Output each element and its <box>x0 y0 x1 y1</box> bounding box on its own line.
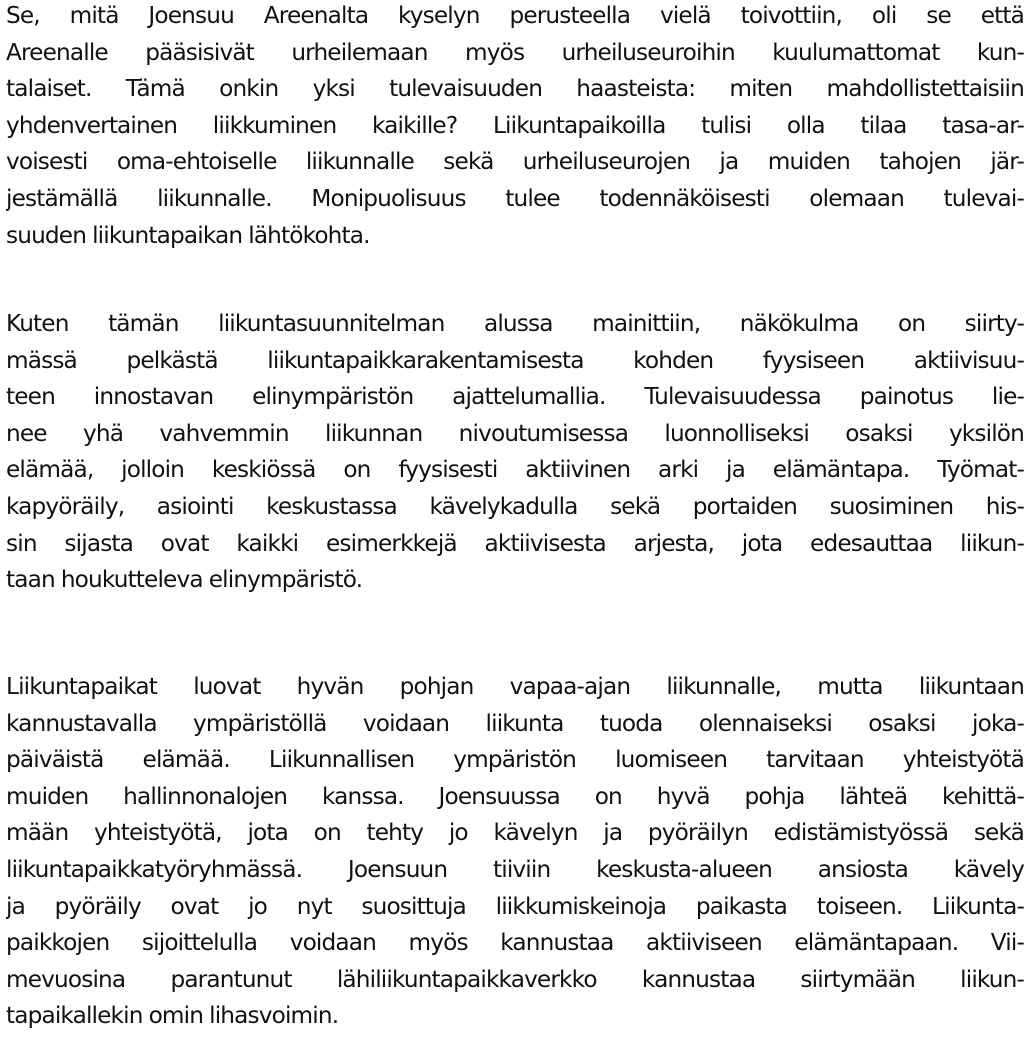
text-line: taan houkutteleva elinympäristö. <box>6 566 363 594</box>
text-line: mässä pelkästä liikuntapaikkarakentamisesta kohden fyysiseen aktiivisuu- <box>6 346 1024 374</box>
text-line: Kuten tämän liikuntasuunnitelman alussa mainittiin, näkökulma on siirty- <box>6 310 1024 337</box>
text-line: talaiset. Tämä onkin yksi tulevaisuuden haasteista: miten mahdollistettaisiin <box>6 75 1024 103</box>
text-line: teen innostavan elinympäristön ajattelumallia. Tulevaisuudessa painotus lie- <box>6 383 1024 411</box>
text-line: Areenalle pääsisivät urheilemaan myös urheiluseuroihin kuulumattomat kun- <box>6 38 1024 66</box>
text-line: suuden liikuntapaikan lähtökohta. <box>6 221 370 249</box>
text-line: tapaikallekin omin lihasvoimin. <box>6 1002 339 1030</box>
text-line: muiden hallinnonalojen kanssa. Joensuussa on hyvä pohja lähteä kehittä- <box>6 782 1024 810</box>
text-line: mään yhteistyötä, jota on tehty jo kävelyn ja pyöräilyn edistämistyössä sekä <box>6 819 1024 847</box>
text-line: kannustavalla ympäristöllä voidaan liikunta tuoda olennaiseksi osaksi joka- <box>6 709 1024 737</box>
text-line: sin sijasta ovat kaikki esimerkkejä aktiivisesta arjesta, jota edesauttaa liikun- <box>6 529 1024 557</box>
paragraph-1 <box>6 0 1024 254</box>
text-line: voisesti oma-ehtoiselle liikunnalle sekä urheiluseurojen ja muiden tahojen jär- <box>6 148 1024 176</box>
text-line: Se, mitä Joensuu Areenalta kyselyn perusteella vielä toivottiin, oli se että <box>6 2 1024 29</box>
text-line: mevuosina parantunut lähiliikuntapaikkaverkko kannustaa siirtymään liikun- <box>6 965 1024 993</box>
text-line: kapyöräily, asiointi keskustassa kävelykadulla sekä portaiden suosiminen his- <box>6 492 1024 520</box>
text-line: nee yhä vahvemmin liikunnan nivoutumisessa luonnolliseksi osaksi yksilön <box>6 419 1024 447</box>
text-line: elämää, jolloin keskiössä on fyysisesti aktiivinen arki ja elämäntapa. Työmat- <box>6 456 1024 484</box>
paragraph-3 <box>6 669 1024 1035</box>
text-line: ja pyöräily ovat jo nyt suosittuja liikkumiskeinoja paikasta toiseen. Liikunta- <box>6 892 1024 920</box>
text-line: päiväistä elämää. Liikunnallisen ympäristön luomiseen tarvitaan yhteistyötä <box>6 746 1024 774</box>
text-line: yhdenvertainen liikkuminen kaikille? Liikuntapaikoilla tulisi olla tilaa tasa-ar- <box>6 111 1024 139</box>
text-line: Liikuntapaikat luovat hyvän pohjan vapaa-ajan liikunnalle, mutta liikuntaan <box>6 673 1024 700</box>
paragraph-2 <box>6 306 1024 599</box>
text-line: liikuntapaikkatyöryhmässä. Joensuun tiiviin keskusta-alueen ansiosta kävely <box>6 855 1024 883</box>
text-line: paikkojen sijoittelulla voidaan myös kannustaa aktiiviseen elämäntapaan. Vii- <box>6 929 1024 957</box>
text-line: jestämällä liikunnalle. Monipuolisuus tulee todennäköisesti olemaan tulevai- <box>6 184 1024 212</box>
